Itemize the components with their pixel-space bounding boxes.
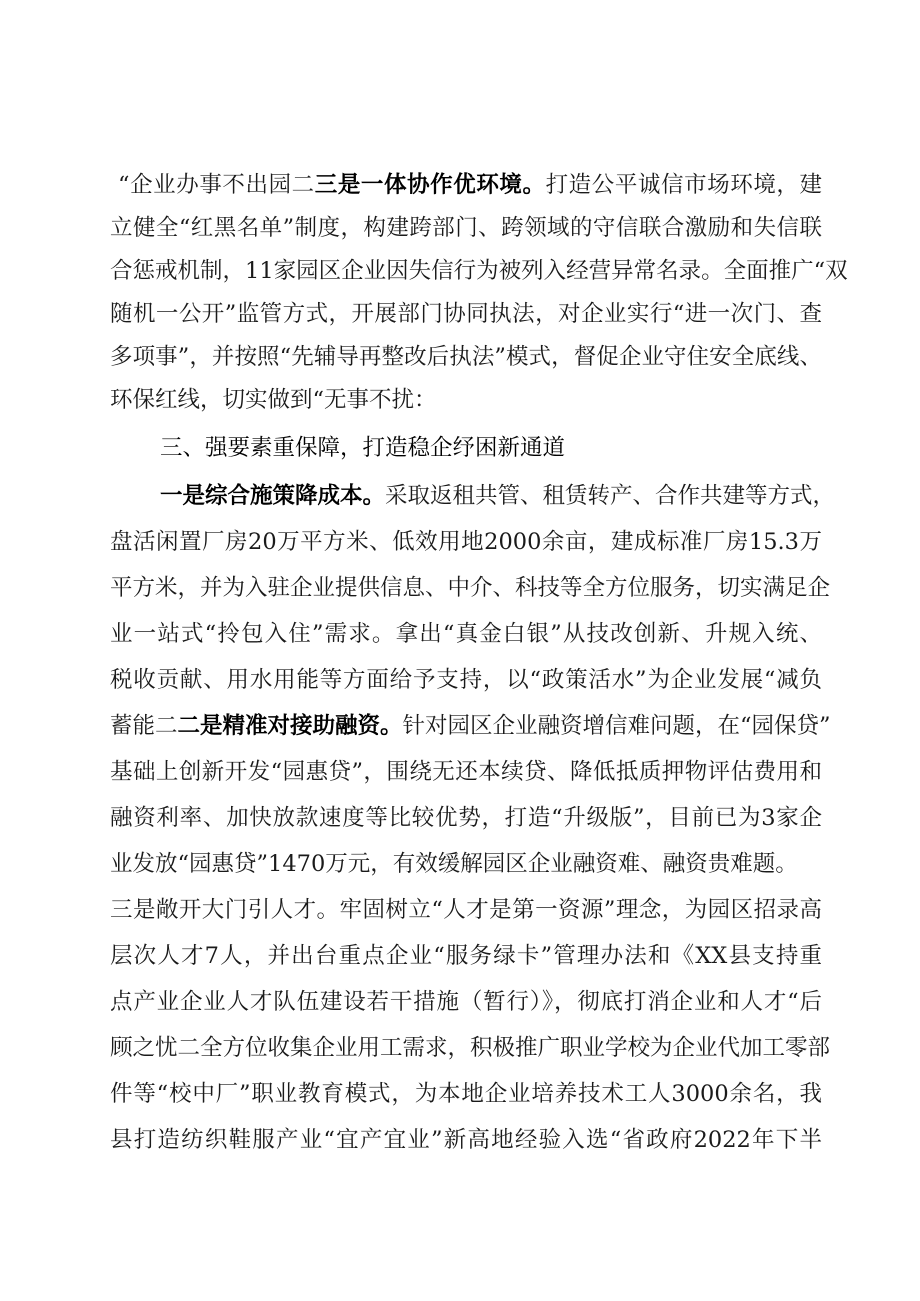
section-heading: 三、强要素重保障，打造稳企纾困新通道: [160, 435, 566, 461]
paragraph-1-line-2: 立健全“红黑名单”制度，构建跨部门、跨领域的守信联合激励和失信联: [110, 215, 822, 241]
paragraph-1-line-1: [118, 170, 822, 200]
paragraph-3-line-6: 县打造纺织鞋服产业“宜产宜业”新高地经验入选“省政府2022年下半: [110, 1127, 822, 1153]
paragraph-1-line-1-prefix: “企业办事不出园二: [118, 172, 315, 198]
paragraph-1-line-4: 随机一公开”监管方式，开展部门协同执法，对企业实行“进一次门、查: [110, 301, 822, 327]
paragraph-2-line-6-rest: 针对园区企业融资增信难问题，在“园保贷”: [402, 713, 831, 739]
paragraph-2-line-6: [110, 711, 831, 741]
paragraph-2-line-1-rest: 采取返租共管、租赁转产、合作共建等方式，: [385, 483, 836, 509]
paragraph-2-line-7: 基础上创新开发“园惠贷”，围绕无还本续贷、降低抵质押物评估费用和: [110, 759, 822, 785]
paragraph-2-bold-heading: 一是综合施策降成本。: [160, 483, 386, 509]
paragraph-1-line-1-rest: 打造公平诚信市场环境，建: [545, 172, 822, 198]
paragraph-1-line-3: 合惩戒机制，11家园区企业因失信行为被列入经营异常名录。全面推广“双: [110, 258, 848, 284]
paragraph-1-line-6: 环保红线，切实做到“无事不扰：: [110, 387, 437, 413]
paragraph-3-line-2: 层次人才7人，并出台重点企业“服务绿卡”管理办法和《XX县支持重: [110, 943, 822, 969]
paragraph-2-line-4: 业一站式“拎包入住”需求。拿出“真金白银”从技改创新、升规入统、: [110, 621, 822, 647]
paragraph-3-line-4: 顾之忧二全方位收集企业用工需求，积极推广职业学校为企业代加工零部: [110, 1035, 831, 1061]
paragraph-2-line-2: 盘活闲置厂房20万平方米、低效用地2000余亩，建成标准厂房15.3万: [110, 529, 822, 555]
paragraph-2-line-5: 税收贡献、用水用能等方面给予支持，以“政策活水”为企业发展“减负: [110, 667, 822, 693]
paragraph-2-line-8: 融资利率、加快放款速度等比较优势，打造“升级版”，目前已为3家企: [110, 805, 822, 831]
paragraph-3-line-3: 点产业企业人才队伍建设若干措施（暂行）》，彻底打消企业和人才“后: [110, 989, 822, 1015]
paragraph-2-line-3: 平方米，并为入驻企业提供信息、中介、科技等全方位服务，切实满足企: [110, 575, 831, 601]
paragraph-2-line-6-prefix: 蓄能二: [110, 713, 178, 739]
paragraph-3-line-1: 三是敞开大门引人才。牢固树立“人才是第一资源”理念，为园区招录高: [110, 897, 822, 923]
paragraph-2-line-1: [160, 481, 836, 511]
paragraph-2-bold-subheading: 二是精准对接助融资。: [177, 713, 403, 739]
paragraph-1-line-5: 多项事”，并按照“先辅导再整改后执法”模式，督促企业守住安全底线、: [110, 344, 822, 370]
paragraph-1-bold-heading: 三是一体协作优环境。: [314, 172, 546, 198]
paragraph-3-line-5: 件等“校中厂”职业教育模式，为本地企业培养技术工人3000余名，我: [110, 1081, 822, 1107]
paragraph-2-line-9: 业发放“园惠贷”1470万元，有效缓解园区企业融资难、融资贵难题。: [110, 851, 798, 877]
